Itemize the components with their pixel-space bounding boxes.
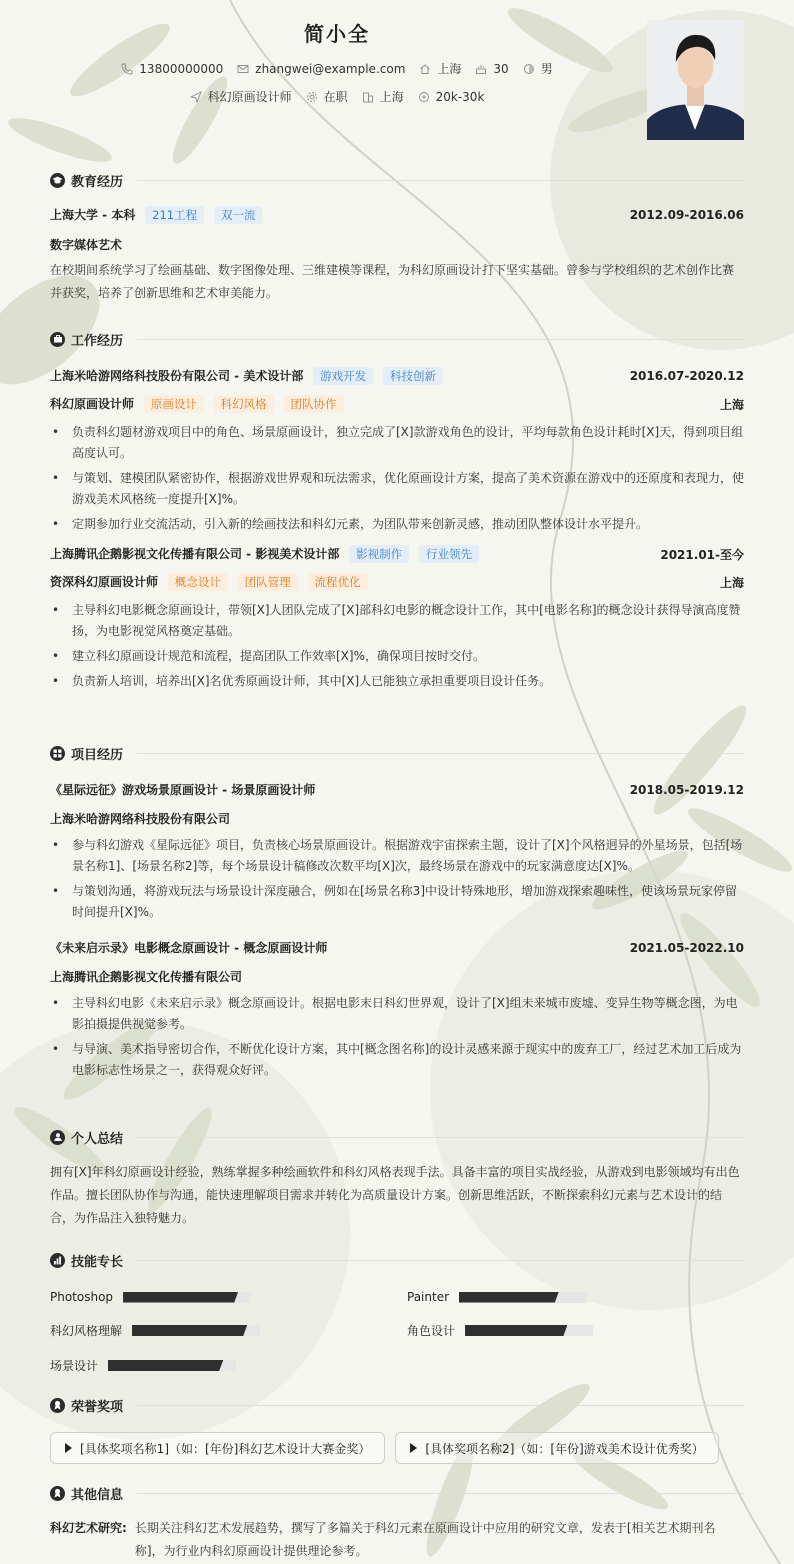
- divider: [137, 180, 744, 181]
- company-name: 上海腾讯企鹅影视文化传播有限公司 - 影视美术设计部: [50, 547, 340, 561]
- age-text: 30: [493, 61, 509, 76]
- skills-title: [50, 1250, 744, 1270]
- skill-bar: [108, 1360, 236, 1371]
- job-role: 资深科幻原画设计师: [50, 575, 159, 589]
- awards-list: [50, 1432, 744, 1464]
- email-text: zhangwei@example.com: [255, 61, 406, 76]
- skill-bar-fill: [123, 1292, 238, 1303]
- project-date: 2021.05-2022.10: [629, 940, 744, 955]
- role-tag: 原画设计: [144, 395, 204, 413]
- job-date: 2021.01-至今: [660, 547, 744, 562]
- salary-icon: [418, 91, 430, 103]
- projects-section: [50, 743, 744, 1085]
- project-bullets: [50, 835, 744, 923]
- list-item: • 定期参加行业交流活动，引入新的绘画技法和科幻元素，为团队带来创新灵感，推动团队整体设计水平提升。: [50, 514, 744, 535]
- school-tag: 双一流: [214, 206, 263, 224]
- work-section: [50, 329, 744, 696]
- skill-bar: [132, 1325, 260, 1336]
- job-role-row: [50, 395, 744, 413]
- education-section: [50, 170, 744, 305]
- divider: [137, 753, 744, 754]
- gender-item: [523, 60, 553, 77]
- skill-bar-fill: [459, 1292, 559, 1303]
- list-item: • 与导演、美术指导密切合作，不断优化设计方案，其中[概念图名称]的设计灵感来源于现实中的废弃工厂，经过艺术加工后成为电影标志性场景之一，获得观众好评。: [50, 1039, 744, 1081]
- graduation-cap-icon: [50, 173, 65, 188]
- list-item: • 主导科幻电影概念原画设计，带领[X]人团队完成了[X]部科幻电影的概念设计工作，其中[电影名称]的概念设计获得导演高度赞扬，为电影视觉风格奠定基础。: [50, 600, 744, 642]
- email-item: [237, 62, 405, 76]
- divider: [137, 1405, 744, 1406]
- award-item: [50, 1432, 385, 1464]
- divider: [137, 1493, 744, 1494]
- age-icon: [475, 63, 487, 75]
- list-item: • 负责科幻题材游戏项目中的角色、场景原画设计，独立完成了[X]款游戏角色的设计，平均每款角色设计耗时[X]天，得到项目组高度认可。: [50, 422, 744, 464]
- school-name: 上海大学 - 本科: [50, 208, 136, 222]
- skills-title-text: 技能专长: [71, 1254, 124, 1270]
- divider: [137, 1260, 744, 1261]
- award-text: [具体奖项名称2]（如：[年份]游戏美术设计优秀奖）: [425, 1441, 704, 1456]
- skill-item: [407, 1290, 744, 1304]
- role-tag: 流程优化: [308, 573, 368, 591]
- status-text: 在职: [323, 90, 348, 104]
- awards-title-text: 荣誉奖项: [71, 1399, 124, 1415]
- project-name: 《未来启示录》电影概念原画设计 - 概念原画设计师: [50, 941, 328, 955]
- skill-item: [407, 1322, 744, 1339]
- project-company: 上海米哈游网络科技股份有限公司: [50, 812, 231, 826]
- list-item: • 与策划、建模团队紧密协作，根据游戏世界观和玩法需求，优化原画设计方案，提高了美术资源在游戏中的还原度和表现力，使游戏美术风格统一度提升[X]%。: [50, 468, 744, 510]
- project-name: 《星际远征》游戏场景原画设计 - 场景原画设计师: [50, 783, 316, 797]
- company-tag: 行业领先: [419, 545, 479, 563]
- summary-section: [50, 1127, 744, 1230]
- job-bullets: [50, 422, 744, 535]
- job-title-text: 科幻原画设计师: [207, 90, 292, 104]
- resume-header: [50, 0, 744, 150]
- location-item: [419, 60, 461, 77]
- job-date: 2016.07-2020.12: [629, 369, 744, 383]
- school-tag: 211工程: [145, 206, 204, 224]
- project-date: 2018.05-2019.12: [629, 782, 744, 797]
- job-city: 上海: [719, 397, 744, 412]
- project-company: 上海腾讯企鹅影视文化传播有限公司: [50, 970, 243, 984]
- work-title-text: 工作经历: [71, 333, 124, 349]
- awards-title: [50, 1395, 744, 1415]
- role-tag: 科幻风格: [214, 395, 274, 413]
- job-role-row: [50, 573, 744, 591]
- award-text: [具体奖项名称1]（如：[年份]科幻艺术设计大赛金奖）: [80, 1441, 371, 1456]
- job-city: 上海: [719, 575, 744, 590]
- work-title: [50, 329, 744, 349]
- briefcase-icon: [50, 332, 65, 347]
- gender-text: 男: [540, 62, 553, 76]
- skill-name: Photoshop: [50, 1290, 114, 1304]
- job-bullets: [50, 600, 744, 692]
- user-icon: [50, 1130, 65, 1145]
- company-tag: 科技创新: [383, 367, 443, 385]
- play-icon: [410, 1443, 417, 1453]
- gender-icon: [523, 63, 535, 75]
- list-item: • 建立科幻原画设计规范和流程，提高团队工作效率[X]%，确保项目按时交付。: [50, 646, 744, 667]
- list-item: • 负责新人培训，培养出[X]名优秀原画设计师，其中[X]人已能独立承担重要项目设计任务。: [50, 671, 744, 692]
- phone-text: 13800000000: [139, 61, 224, 76]
- skill-name: 科幻风格理解: [50, 1324, 123, 1338]
- job-row: [50, 88, 624, 105]
- project-header-row: [50, 781, 744, 798]
- skill-bar-fill: [465, 1325, 567, 1336]
- project-header-row: [50, 939, 744, 956]
- skills-section: [50, 1250, 744, 1374]
- award-icon: [50, 1398, 65, 1413]
- summary-text: 拥有[X]年科幻原画设计经验，熟练掌握多种绘画软件和科幻风格表现手法。具备丰富的项目实战经验，从游戏到电影领域均有出色作品。擅长团队协作与沟通，能快速理解项目需求并转化为高质量设计方案。创新思维活跃，不断探索科幻元素与艺术设计的结合，为作品注入独特魅力。: [50, 1165, 740, 1225]
- target-city-item: [362, 88, 404, 105]
- summary-title-text: 个人总结: [71, 1131, 124, 1147]
- phone-icon: [121, 63, 133, 75]
- list-item: • 与策划沟通，将游戏玩法与场景设计深度融合，例如在[场景名称3]中设计特殊地形，增加游戏探索趣味性，使该场景玩家停留时间提升[X]%。: [50, 881, 744, 923]
- mail-icon: [237, 63, 249, 75]
- other-title-text: 其他信息: [71, 1487, 124, 1503]
- other-section: [50, 1483, 744, 1563]
- major: 数字媒体艺术: [50, 238, 123, 252]
- education-date: 2012.09-2016.06: [629, 208, 744, 222]
- company-tag: 游戏开发: [313, 367, 373, 385]
- status-icon: [306, 91, 318, 103]
- award-icon: [50, 1486, 65, 1501]
- skill-name: 场景设计: [50, 1359, 99, 1373]
- project-bullets: [50, 993, 744, 1081]
- skills-grid: [50, 1290, 744, 1374]
- education-title: [50, 170, 744, 190]
- role-tag: 团队协作: [284, 395, 344, 413]
- job-item: [190, 88, 292, 105]
- company-name: 上海米哈游网络科技股份有限公司 - 美术设计部: [50, 369, 304, 383]
- skill-bar-fill: [132, 1325, 247, 1336]
- role-tag: 团队管理: [238, 573, 298, 591]
- awards-section: [50, 1395, 744, 1464]
- salary-item: [418, 90, 485, 104]
- home-icon: [419, 63, 431, 75]
- summary-title: [50, 1127, 744, 1147]
- other-row: [50, 1517, 744, 1563]
- avatar: [647, 20, 744, 140]
- company-tag: 影视制作: [349, 545, 409, 563]
- status-item: [306, 88, 348, 105]
- other-label: 科幻艺术研究:: [50, 1521, 127, 1535]
- divider: [137, 1137, 744, 1138]
- age-item: [475, 62, 508, 76]
- skill-name: 角色设计: [407, 1324, 456, 1338]
- grid-icon: [50, 746, 65, 761]
- candidate-name: 简小全: [304, 22, 370, 46]
- other-text: 长期关注科幻艺术发展趋势，撰写了多篇关于科幻元素在原画设计中应用的研究文章，发表于[相关艺术期刊名称]，为行业内科幻原画设计提供理论参考。: [134, 1521, 716, 1558]
- skill-bar: [465, 1325, 593, 1336]
- list-item: • 参与科幻游戏《星际远征》项目，负责核心场景原画设计。根据游戏宇宙探索主题，设计了[X]个风格迥异的外星场景，包括[场景名称1]、[场景名称2]等，每个场景设计稿修改次数平均[X]次，最终场景在游戏中的玩家满意度达[X]%。: [50, 835, 744, 877]
- target-city-text: 上海: [379, 90, 404, 104]
- location-text: 上海: [437, 62, 462, 76]
- job-header-row: [50, 367, 744, 385]
- skill-item: [50, 1357, 387, 1374]
- phone-item: [121, 62, 223, 76]
- job-role: 科幻原画设计师: [50, 397, 135, 411]
- city-icon: [362, 91, 374, 103]
- skill-bar: [459, 1292, 587, 1303]
- divider: [137, 339, 744, 340]
- education-header-row: [50, 206, 744, 224]
- education-description: 在校期间系统学习了绘画基础、数字图像处理、三维建模等课程，为科幻原画设计打下坚实基础。曾参与学校组织的艺术创作比赛并获奖，培养了创新思维和艺术审美能力。: [50, 263, 735, 300]
- projects-title: [50, 743, 744, 763]
- projects-title-text: 项目经历: [71, 747, 124, 763]
- skill-bar-fill: [108, 1360, 223, 1371]
- skill-bar: [123, 1292, 251, 1303]
- education-title-text: 教育经历: [71, 174, 124, 190]
- list-item: • 主导科幻电影《未来启示录》概念原画设计。根据电影末日科幻世界观，设计了[X]组未来城市废墟、变异生物等概念图，为电影拍摄提供视觉参考。: [50, 993, 744, 1035]
- job-icon: [190, 91, 202, 103]
- skill-name: Painter: [407, 1290, 450, 1304]
- contact-row: [50, 60, 624, 77]
- bar-chart-icon: [50, 1253, 65, 1268]
- salary-text: 20k-30k: [435, 89, 485, 104]
- skill-item: [50, 1290, 387, 1304]
- play-icon: [65, 1443, 72, 1453]
- role-tag: 概念设计: [168, 573, 228, 591]
- job-header-row: [50, 545, 744, 563]
- other-title: [50, 1483, 744, 1503]
- skill-item: [50, 1322, 387, 1339]
- award-item: [395, 1432, 718, 1464]
